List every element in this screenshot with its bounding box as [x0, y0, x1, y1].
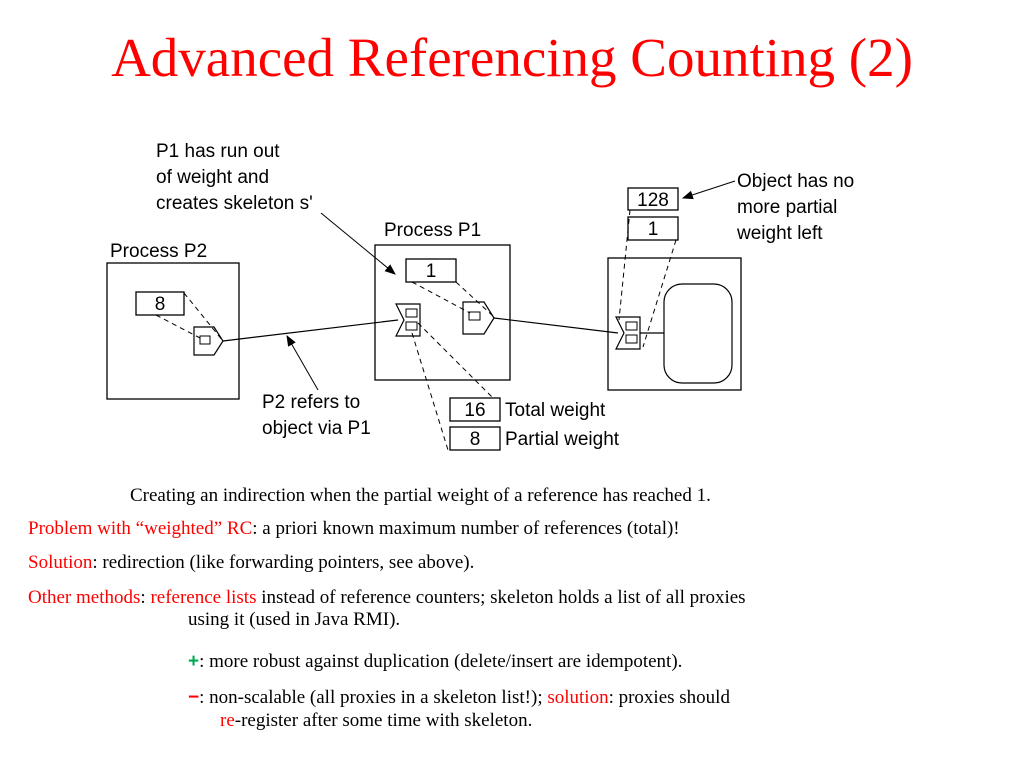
solution-line — [28, 551, 474, 575]
p2-to-p1-reference — [223, 320, 398, 341]
other-methods-label: Other methods — [28, 587, 141, 608]
p1-to-object-reference — [494, 318, 618, 333]
problem-label: Problem with “weighted” RC — [28, 518, 253, 539]
annotation-p2-line: P2 refers to — [262, 392, 361, 413]
problem-line — [28, 517, 680, 541]
object-weight-top-value: 128 — [637, 190, 669, 211]
total-weight-value: 16 — [464, 400, 486, 421]
other-methods-sep: : — [140, 587, 151, 608]
object-icon — [664, 284, 732, 383]
other-methods-text: instead of reference counters; skeleton holds a list of all proxies — [256, 587, 746, 608]
process-p2-box — [107, 263, 239, 399]
minus-point — [188, 686, 730, 733]
plus-sign: + — [188, 651, 200, 672]
p1-skeleton-slot-icon — [406, 322, 417, 330]
object-skeleton-slot-icon — [626, 335, 637, 343]
p2-proxy-slot-icon — [200, 336, 210, 344]
p2-weight-value: 8 — [154, 294, 166, 315]
other-methods-line — [28, 586, 1008, 632]
slide-title: Advanced Referencing Counting (2) — [111, 27, 913, 88]
annotation-object-arrow — [683, 181, 735, 198]
solution-label: Solution — [28, 552, 93, 573]
annotation-object-line: Object has no — [737, 171, 855, 192]
object-weight-bottom-value: 1 — [647, 219, 659, 240]
annotation-p2-arrow — [287, 336, 318, 390]
p1-skeleton-slot-icon — [406, 309, 417, 317]
plus-point — [188, 650, 682, 674]
annotation-p1-line: P1 has run out — [156, 141, 280, 162]
other-methods-continuation: using it (used in Java RMI). — [188, 609, 401, 630]
minus-solution-label: solution — [547, 687, 609, 708]
p1-proxy-slot-icon — [469, 312, 480, 320]
minus-text-2: : proxies should — [608, 687, 730, 708]
p1-weight-value: 1 — [425, 261, 437, 282]
annotation-object-line: weight left — [737, 223, 823, 244]
reference-lists-highlight: reference lists — [150, 587, 257, 608]
partial-weight-label: Partial weight — [505, 429, 620, 450]
p1-weight-link — [412, 282, 470, 313]
minus-sign: − — [188, 687, 200, 708]
object-skeleton-slot-icon — [626, 322, 637, 330]
plus-text: : more robust against duplication (delete/insert are idempotent). — [199, 651, 683, 672]
annotation-p1-line: of weight and — [156, 167, 270, 188]
re-label: re — [220, 710, 235, 731]
partial-weight-value: 8 — [469, 429, 481, 450]
solution-text: : redirection (like forwarding pointers, see above). — [92, 552, 475, 573]
annotation-object-line: more partial — [737, 197, 838, 218]
process-p1-label: Process P1 — [384, 220, 482, 241]
total-weight-label: Total weight — [505, 400, 606, 421]
skeleton-weight-link — [412, 333, 448, 450]
minus-text: : non-scalable (all proxies in a skeleton list!); — [199, 687, 548, 708]
annotation-p2-line: object via P1 — [262, 418, 371, 439]
annotation-p1-line: creates skeleton s' — [156, 193, 313, 214]
process-p2-label: Process P2 — [110, 241, 208, 262]
diagram-caption: Creating an indirection when the partial weight of a reference has reached 1. — [130, 485, 711, 506]
problem-text: : a priori known maximum number of references (total)! — [252, 518, 680, 539]
minus-text-3: -register after some time with skeleton. — [234, 710, 533, 731]
